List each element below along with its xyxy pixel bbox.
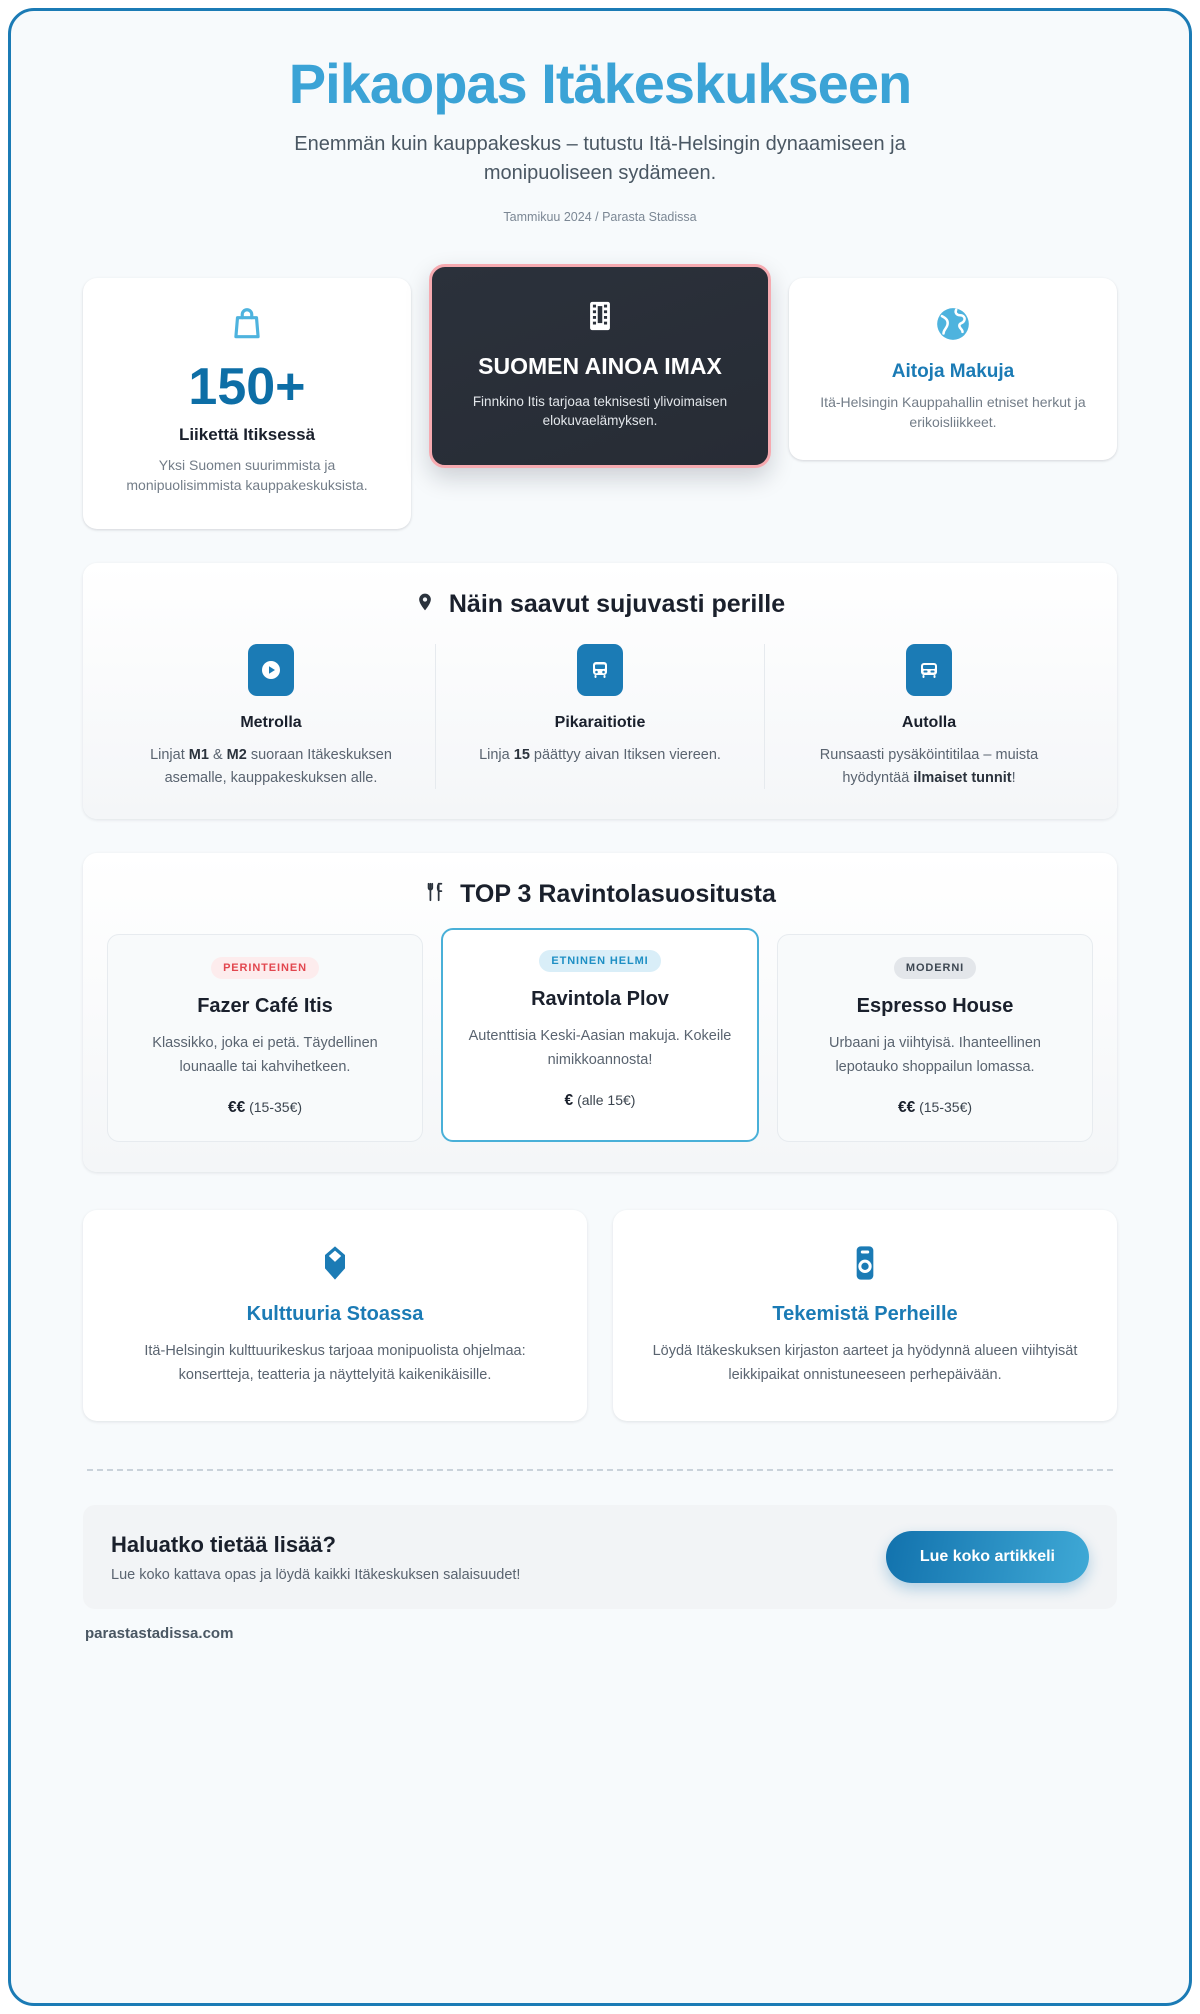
transport-item-car xyxy=(764,644,1093,789)
transport-title: Metrolla xyxy=(240,714,302,732)
cta-banner xyxy=(83,1505,1117,1609)
map-pin-icon xyxy=(415,589,435,620)
highlight-card-imax[interactable] xyxy=(429,264,771,468)
status-badge: MODERNI xyxy=(894,957,976,979)
price-row xyxy=(796,1099,1074,1117)
page-title: Pikaopas Itäkeskukseen xyxy=(288,52,912,115)
globe-icon xyxy=(811,304,1095,349)
duo-desc: Itä-Helsingin kulttuurikeskus tarjoaa monipuolista ohjelmaa: konsertteja, teatteria ja näyttelyitä kaikenikäisille. xyxy=(144,1343,526,1383)
hero-subtitle: Enemmän kuin kauppakeskus – tutustu Itä-Helsingin dynaamiseen ja monipuoliseen sydämeen. xyxy=(294,132,906,184)
page-frame xyxy=(8,8,1192,2006)
transport-heading xyxy=(107,589,1093,620)
duo-title: Tekemistä Perheille xyxy=(772,1303,958,1326)
section-title: TOP 3 Ravintolasuositusta xyxy=(460,880,776,909)
restaurant-name: Fazer Café Itis xyxy=(197,995,333,1018)
highlight-desc: Yksi Suomen suurimmista ja monipuolisimmista kauppakeskuksista. xyxy=(126,456,368,494)
shopping-bag-icon xyxy=(105,304,389,349)
hero-meta: Tammikuu 2024 / Parasta Stadissa xyxy=(503,209,697,224)
price-range: (alle 15€) xyxy=(577,1092,636,1109)
transport-item-tram xyxy=(435,644,764,789)
restaurants-panel xyxy=(83,853,1117,1172)
film-icon xyxy=(458,297,742,340)
cta-subtitle: Lue koko kattava opas ja löydä kaikki Itäkeskuksen salaisuudet! xyxy=(111,1566,521,1583)
transport-desc: Linja 15 päättyy aivan Itiksen viereen. xyxy=(479,747,721,764)
duo-desc: Löydä Itäkeskuksen kirjaston aarteet ja hyödynnä alueen viihtyisät leikkipaikat onnistuneeseen perhepäivään. xyxy=(652,1343,1078,1383)
price-symbol: € xyxy=(564,1092,574,1110)
gem-icon xyxy=(315,1271,355,1288)
divider xyxy=(87,1469,1113,1471)
price-symbol: €€ xyxy=(897,1099,916,1117)
metro-icon xyxy=(248,644,294,696)
site-url: parastastadissa.com xyxy=(85,1625,234,1643)
hero-section xyxy=(83,41,1117,224)
highlight-desc: Itä-Helsingin Kauppahallin etniset herkut ja erikoisliikkeet. xyxy=(820,393,1086,431)
restaurant-card-plov[interactable] xyxy=(441,928,759,1142)
restaurant-desc: Autenttisia Keski-Aasian makuja. Kokeile nimikkoannosta! xyxy=(468,1028,732,1068)
duo-card-family[interactable] xyxy=(613,1210,1117,1421)
restaurants-heading xyxy=(107,879,1093,910)
duo-title: Kulttuuria Stoassa xyxy=(246,1303,424,1326)
transport-title: Pikaraitiotie xyxy=(554,714,646,732)
duo-card-culture[interactable] xyxy=(83,1210,587,1421)
restaurant-card-espresso[interactable] xyxy=(777,934,1093,1142)
car-icon xyxy=(906,644,952,696)
highlight-card-shops[interactable] xyxy=(83,278,411,530)
camera-icon xyxy=(845,1271,885,1288)
section-title: Näin saavut sujuvasti perille xyxy=(448,590,786,619)
highlight-title: Liikettä Itiksessä xyxy=(178,424,316,444)
stat-number: 150+ xyxy=(188,357,306,416)
read-article-button[interactable]: Lue koko artikkeli xyxy=(886,1531,1089,1583)
highlight-card-flavors[interactable] xyxy=(789,278,1117,461)
featured-title: SUOMEN AINOA IMAX xyxy=(478,352,722,379)
price-range: (15-35€) xyxy=(919,1099,973,1116)
status-badge: ETNINEN HELMI xyxy=(539,950,660,972)
restaurant-card-fazer[interactable] xyxy=(107,934,423,1142)
restaurant-name: Espresso House xyxy=(856,995,1014,1018)
price-row xyxy=(461,1092,739,1110)
price-symbol: €€ xyxy=(227,1099,246,1117)
cta-title: Haluatko tietää lisää? xyxy=(111,1531,336,1557)
transport-title: Autolla xyxy=(901,714,957,732)
restaurant-desc: Klassikko, joka ei petä. Täydellinen lounaalle tai kahvihetkeen. xyxy=(152,1035,378,1075)
restaurant-desc: Urbaani ja viihtyisä. Ihanteellinen lepotauko shoppailun lomassa. xyxy=(829,1035,1041,1075)
status-badge: PERINTEINEN xyxy=(211,957,319,979)
restaurant-name: Ravintola Plov xyxy=(531,988,669,1011)
transport-desc: Linjat M1 & M2 suoraan Itäkeskuksen asemalle, kauppakeskuksen alle. xyxy=(150,747,392,786)
price-row xyxy=(126,1099,404,1117)
cta-text xyxy=(111,1532,520,1583)
highlight-title: Aitoja Makuja xyxy=(891,360,1015,382)
duo-cards xyxy=(83,1210,1117,1421)
transport-panel xyxy=(83,563,1117,819)
transport-desc: Runsaasti pysäköintitilaa – muista hyödyntää ilmaiset tunnit! xyxy=(819,747,1039,786)
price-range: (15-35€) xyxy=(249,1099,303,1116)
featured-desc: Finnkino Itis tarjoaa teknisesti ylivoimaisen elokuvaelämyksen. xyxy=(472,393,728,429)
transport-item-metro xyxy=(107,644,435,789)
tram-icon xyxy=(577,644,623,696)
cutlery-icon xyxy=(424,879,446,910)
highlight-cards xyxy=(83,270,1117,530)
